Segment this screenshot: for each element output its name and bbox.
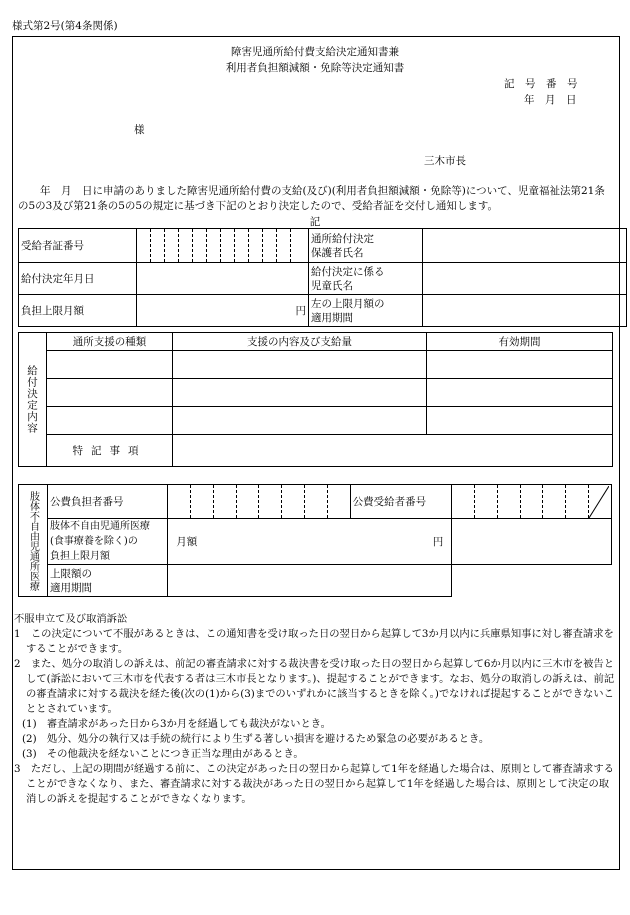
- limit-period-value: [423, 295, 627, 327]
- col-support-content: 支援の内容及び支給量: [173, 333, 427, 351]
- special-notes-label: 特記事項: [47, 435, 173, 467]
- guardian-label: 通所給付決定 保護者氏名: [309, 229, 423, 263]
- medical-table: [18, 484, 612, 597]
- decision-content-table: [18, 332, 613, 467]
- title-line-2: 利用者負担額減額・免除等決定通知書: [225, 62, 405, 74]
- decision-date-value: [137, 263, 309, 295]
- col-support-type: 通所支援の種類: [47, 333, 173, 351]
- note-2-sub-2: (2) 処分、処分の執行又は手続の続行により生ずる著しい損害を避けるため緊急の必要があるとき。: [22, 733, 490, 745]
- note-2-sub-1: (1) 審査請求があった日から3か月を経過しても裁決がないとき。: [22, 718, 331, 730]
- doc-number: 記 号 番 号: [504, 78, 578, 90]
- diagonal-cell: [589, 485, 612, 519]
- ki-mark: 記: [309, 216, 321, 228]
- diagonal-line: [589, 486, 609, 518]
- decision-content-side: 給付決定内容: [19, 333, 47, 467]
- note-1: 1 この決定について不服があるときは、この通知書を受け取った日の翌日から起算して3か月以内に兵庫県知事に対し審査請求をすることができます。: [14, 628, 614, 655]
- appeal-notes: [14, 612, 618, 807]
- recipient-suffix: 様: [134, 124, 145, 136]
- medical-limit-label: 肢体不自由児通所医療 (食事療養を除く)の 負担上限月額: [48, 519, 168, 565]
- burden-limit-value: 円: [137, 295, 309, 327]
- basic-info-table: [18, 228, 627, 327]
- guardian-value: [423, 229, 627, 263]
- medical-period-value: [168, 565, 452, 597]
- burden-limit-label: 負担上限月額: [19, 295, 137, 327]
- title-line-1: 障害児通所給付費支給決定通知書兼: [231, 46, 399, 58]
- medical-side: 肢体不自由児通所医療: [19, 485, 48, 597]
- issuer: 三木市長: [424, 155, 466, 167]
- public-no-label: 公費負担者番号: [48, 485, 168, 519]
- recipient-no-label: 受給者証番号: [19, 229, 137, 263]
- note-3: 3 ただし、上記の期間が経過する前に、この決定があった日の翌日から起算して1年を経過した場合は、原則として審査請求することができなくなり、また、審査請求に対する裁決があった日の翌日から起算して1年を経過した場合は、原則として決定の取消しの訴えを提起することができなくなります。: [14, 763, 614, 805]
- special-notes-value: [173, 435, 613, 467]
- note-2-sub-3: (3) その他裁決を経ないことにつき正当な理由があるとき。: [22, 748, 304, 760]
- medical-period-label: 上限額の 適用期間: [48, 565, 168, 597]
- form-label: 様式第2号(第4条関係): [12, 20, 118, 32]
- public-recipient-no-label: 公費受給者番号: [350, 485, 452, 519]
- child-name-value: [423, 263, 627, 295]
- medical-limit-value: 月額 円: [168, 519, 452, 565]
- date-line: 年 月 日: [524, 94, 577, 106]
- intro-text: 年 月 日に申請のありました障害児通所給付費の支給(及び)(利用者負担額減額・免除等)について、児童福祉法第21条の5の3及び第21条の5の5の規定に基づき下記のとおり決定したので、受給者証を交付し通知します。: [18, 185, 605, 212]
- notes-heading: 不服申立て及び取消訴訟: [14, 613, 128, 625]
- child-name-label: 給付決定に係る 児童氏名: [309, 263, 423, 295]
- note-2: 2 また、処分の取消しの訴えは、前記の審査請求に対する裁決書を受け取った日の翌日から起算して6か月以内に三木市を被告として(訴訟において三木市を代表する者は三木市長となります。)、提起することができます。なお、処分の取消しの訴えは、前記の審査請求に対する裁決を経た後(次の(1)から(3)までのいずれかに該当するときを除く。)でなければ提起することができないこととされています。: [14, 658, 615, 715]
- limit-period-label: 左の上限月額の 適用期間: [309, 295, 423, 327]
- decision-date-label: 給付決定年月日: [19, 263, 137, 295]
- col-valid-period: 有効期間: [427, 333, 613, 351]
